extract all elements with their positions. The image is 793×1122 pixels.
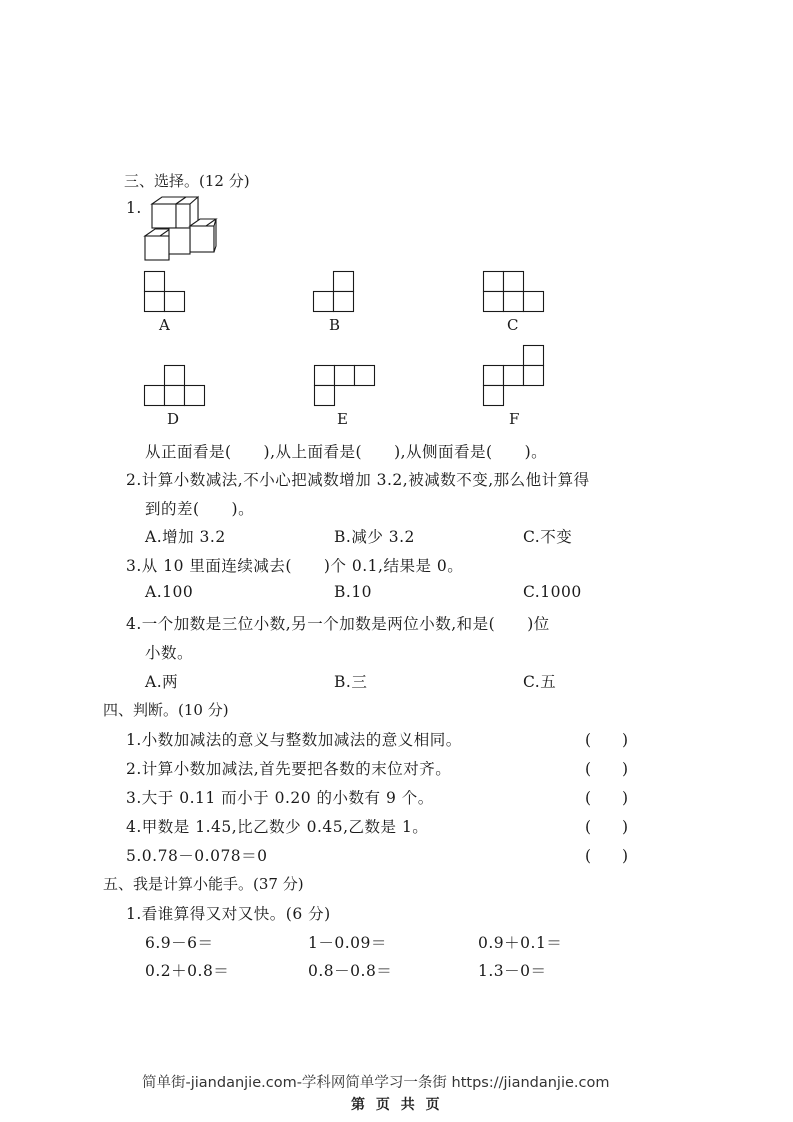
judge-answer-5[interactable]: ( )	[585, 847, 629, 865]
calc-item-2: 1－0.09＝	[308, 934, 387, 952]
q3-choice-a: A.100	[145, 583, 194, 601]
judge-item-3: 3.大于 0.11 而小于 0.20 的小数有 9 个。	[126, 789, 434, 807]
q2-choice-c: C.不变	[523, 528, 573, 546]
q4-choice-c: C.五	[523, 673, 557, 691]
q1-prompt: 从正面看是( ),从上面看是( ),从侧面看是( )。	[145, 443, 548, 461]
q4-choice-b: B.三	[334, 673, 368, 691]
q3-text: 3.从 10 里面连续减去( )个 0.1,结果是 0。	[126, 557, 464, 575]
judge-item-1: 1.小数加减法的意义与整数加减法的意义相同。	[126, 731, 462, 749]
section-3-title: 三、选择。(12 分)	[124, 172, 250, 190]
cube-stack-figure	[140, 196, 230, 266]
footer-watermark: 简单街-jiandanjie.com-学科网简单学习一条街 https://jiandanjie.com	[142, 1075, 610, 1091]
calc-item-5: 0.8－0.8＝	[308, 962, 393, 980]
q2-choice-a: A.增加 3.2	[145, 528, 226, 546]
option-d-label: D	[167, 410, 180, 428]
option-c-label: C	[507, 316, 519, 334]
calc-item-4: 0.2＋0.8＝	[145, 962, 230, 980]
calc-item-6: 1.3－0＝	[478, 962, 547, 980]
judge-answer-4[interactable]: ( )	[585, 818, 629, 836]
judge-item-2: 2.计算小数加减法,首先要把各数的末位对齐。	[126, 760, 452, 778]
option-a-figure	[144, 271, 186, 313]
section-4-title: 四、判断。(10 分)	[103, 701, 229, 719]
judge-answer-2[interactable]: ( )	[585, 760, 629, 778]
judge-answer-1[interactable]: ( )	[585, 731, 629, 749]
q1-number: 1.	[126, 199, 142, 217]
option-d-figure	[144, 365, 206, 407]
q2-choice-b: B.减少 3.2	[334, 528, 415, 546]
option-f-figure	[483, 345, 545, 407]
option-a-label: A	[159, 316, 170, 334]
q3-choice-b: B.10	[334, 583, 373, 601]
judge-item-5: 5.0.78－0.078＝0	[126, 847, 268, 865]
option-b-figure	[313, 271, 355, 313]
option-e-label: E	[337, 410, 348, 428]
q2-line1: 2.计算小数减法,不小心把减数增加 3.2,被减数不变,那么他计算得	[126, 471, 590, 489]
q3-choice-c: C.1000	[523, 583, 582, 601]
option-e-figure	[314, 365, 376, 407]
calc-item-3: 0.9＋0.1＝	[478, 934, 563, 952]
page-number: 第 页 共 页	[351, 1097, 443, 1113]
option-b-label: B	[329, 316, 341, 334]
option-c-figure	[483, 271, 545, 313]
judge-answer-3[interactable]: ( )	[585, 789, 629, 807]
q4-line2: 小数。	[145, 644, 194, 662]
q4-choice-a: A.两	[145, 673, 179, 691]
option-f-label: F	[509, 410, 520, 428]
calc-subtitle: 1.看谁算得又对又快。(6 分)	[126, 905, 331, 923]
calc-item-1: 6.9－6＝	[145, 934, 214, 952]
judge-item-4: 4.甲数是 1.45,比乙数少 0.45,乙数是 1。	[126, 818, 429, 836]
q2-line2: 到的差( )。	[145, 500, 255, 518]
q4-line1: 4.一个加数是三位小数,另一个加数是两位小数,和是( )位	[126, 615, 550, 633]
section-5-title: 五、我是计算小能手。(37 分)	[103, 875, 304, 893]
